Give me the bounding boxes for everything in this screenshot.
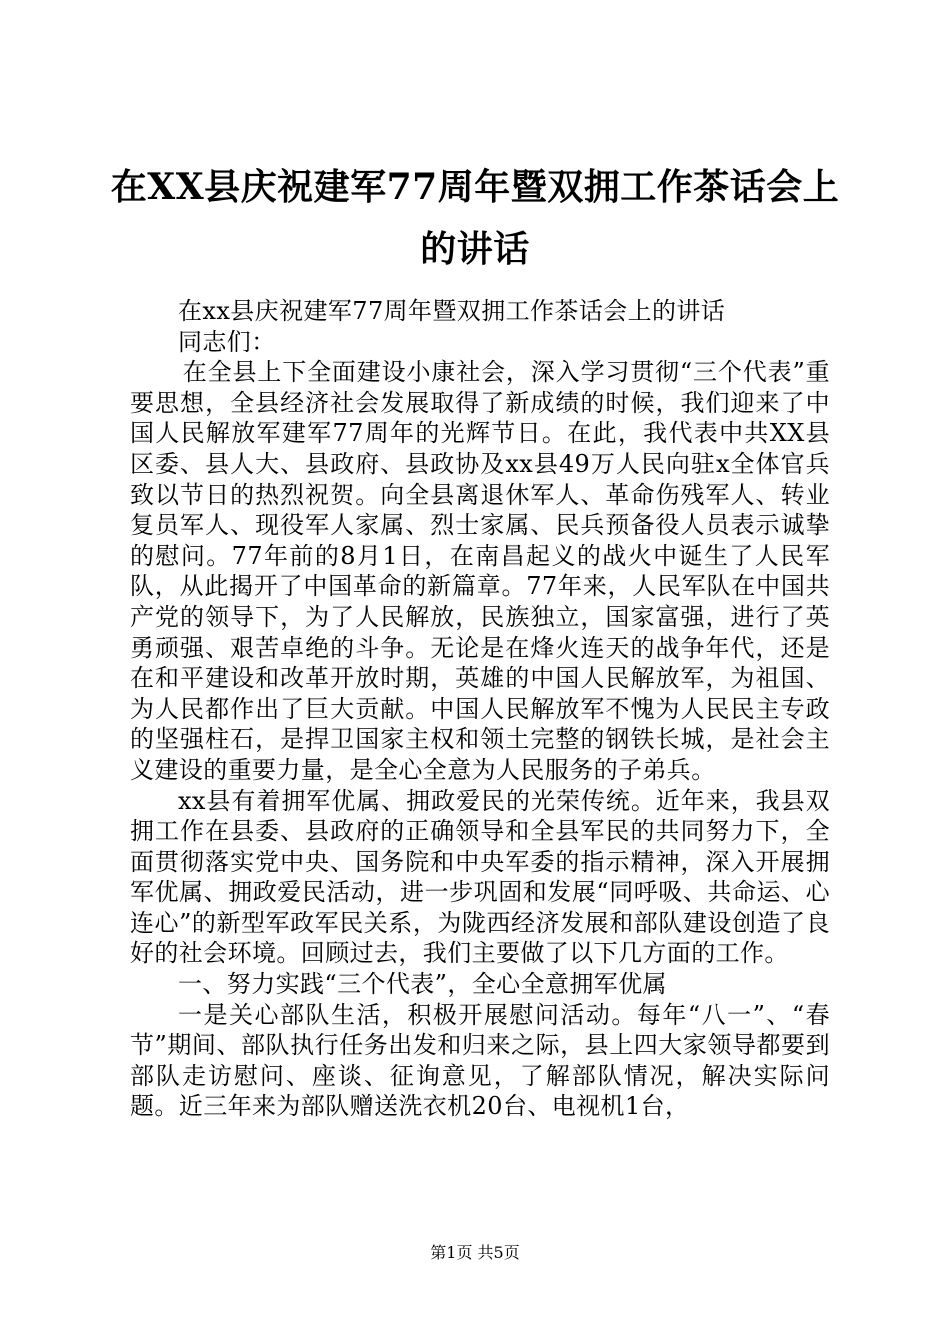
title-line-2: 的讲话	[420, 228, 530, 270]
salutation-paragraph: 同志们：	[178, 327, 276, 356]
body-paragraph: xx县有着拥军优属、拥政爱民的光荣传统。近年来，我县双拥工作在县委、县政府的正确领导和全县军民的共同努力下，全面贯彻落实党中央、国务院和中央军委的指示精神，深入开展拥军优属、拥政爱民活动，进一步巩固和发展“同呼吸、共命运、心连心”的新型军政军民关系，为陇西经济发展和部队建设创造了良好的社会环境。回顾过去，我们主要做了以下几方面的工作。	[130, 786, 830, 968]
document-title	[110, 156, 840, 280]
subtitle-paragraph: 在xx县庆祝建军77周年暨双拥工作茶话会上的讲话	[178, 297, 726, 325]
document-body	[130, 296, 830, 1122]
section-heading: 一、努力实践“三个代表”，全心全意拥军优属	[178, 970, 667, 999]
body-paragraph: 一是关心部队生活，积极开展慰问活动。每年“八一”、“春节”期间、部队执行任务出发和归来之际，县上四大家领导都要到部队走访慰问、座谈、征询意见，了解部队情况，解决实际问题。近三年来为部队赠送洗衣机20台、电视机1台，	[130, 1000, 830, 1121]
body-paragraph: 在全县上下全面建设小康社会，深入学习贯彻“三个代表”重要思想，全县经济社会发展取得了新成绩的时候，我们迎来了中国人民解放军建军77周年的光辉节日。在此，我代表中共XX县区委、县人大、县政府、县政协及xx县49万人民向驻x全体官兵致以节日的热烈祝贺。向全县离退休军人、革命伤残军人、转业复员军人、现役军人家属、烈士家属、民兵预备役人员表示诚挚的慰问。77年前的8月1日，在南昌起义的战火中诞生了人民军队，从此揭开了中国革命的新篇章。77年来，人民军队在中国共产党的领导下，为了人民解放，民族独立，国家富强，进行了英勇顽强、艰苦卓绝的斗争。无论是在烽火连天的战争年代，还是在和平建设和改革开放时期，英雄的中国人民解放军，为祖国、为人民都作出了巨大贡献。中国人民解放军不愧为人民民主专政的坚强柱石，是捍卫国家主权和领土完整的钢铁长城，是社会主义建设的重要力量，是全心全意为人民服务的子弟兵。	[130, 358, 830, 784]
title-line-1: 在XX县庆祝建军77周年暨双拥工作茶话会上	[110, 166, 840, 208]
page-footer	[0, 1243, 950, 1263]
page-indicator: 第1页 共5页	[430, 1243, 520, 1262]
